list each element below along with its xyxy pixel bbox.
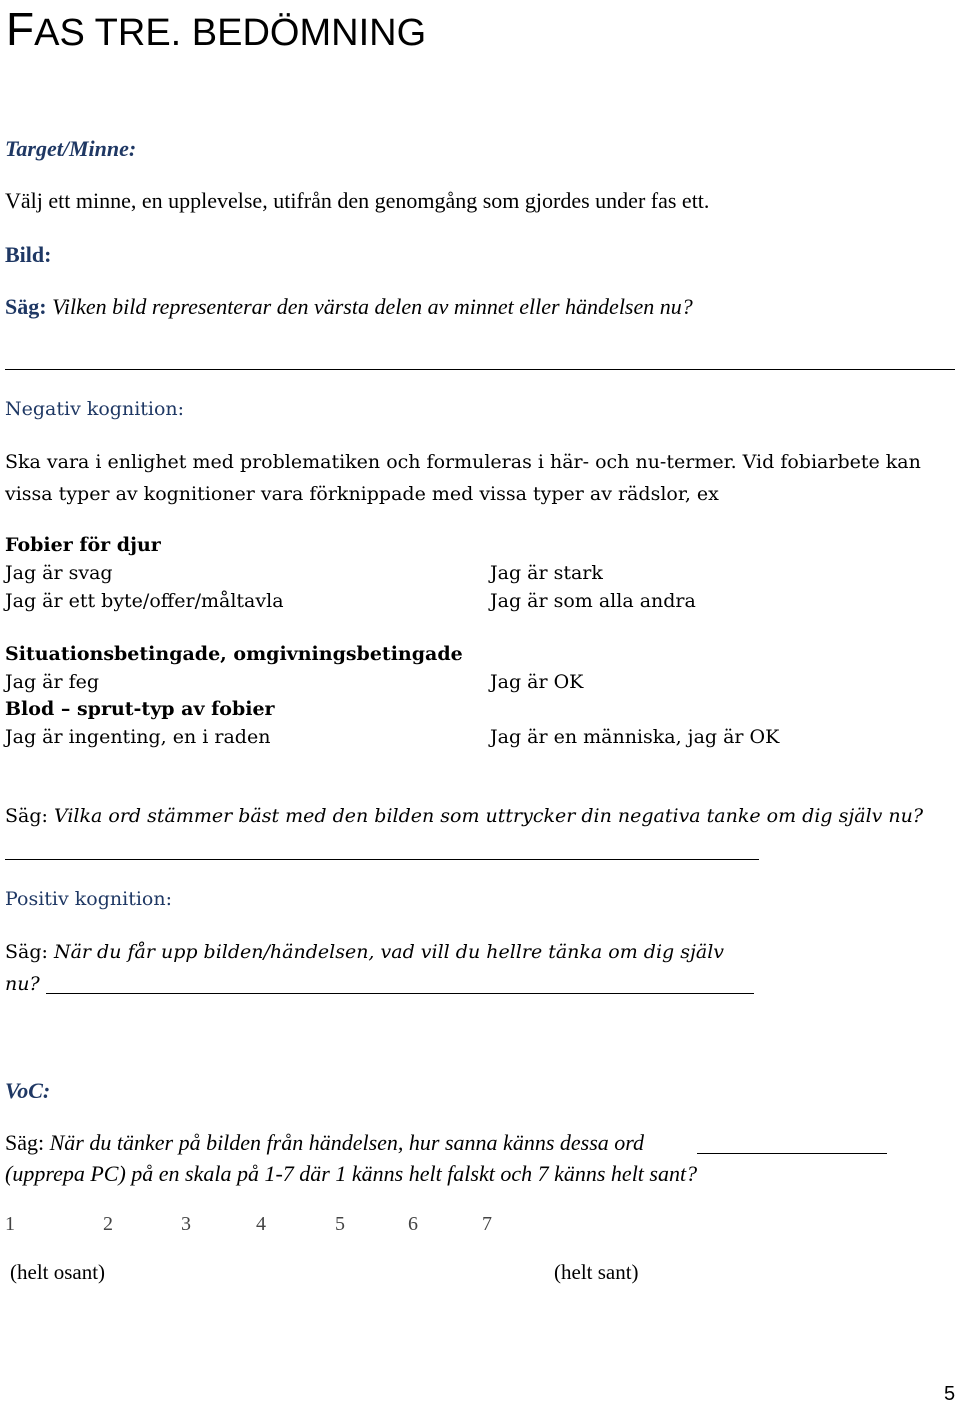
voc-heading: VoC:: [5, 1078, 51, 1103]
scale-high-label: (helt sant): [554, 1260, 639, 1284]
answer-line-positive[interactable]: [46, 993, 754, 994]
fobier-heading: Fobier för djur: [5, 534, 161, 556]
voc-question-line1: [5, 1130, 644, 1156]
example-left-4: Jag är ingenting, en i raden: [5, 726, 271, 748]
positive-question-line2: nu?: [5, 973, 40, 995]
answer-line-negative[interactable]: [5, 859, 759, 860]
scale-number-6[interactable]: 6: [408, 1213, 418, 1235]
scale-number-4[interactable]: 4: [256, 1213, 266, 1235]
bild-question-text: Vilken bild representerar den värsta delen av minnet eller händelsen nu?: [46, 294, 693, 319]
bild-question: [5, 294, 693, 320]
example-right-4: Jag är en människa, jag är OK: [490, 726, 780, 748]
situation-heading: Situationsbetingade, omgivningsbetingade: [5, 643, 463, 665]
negative-question: [5, 805, 923, 827]
scale-number-2[interactable]: 2: [103, 1213, 113, 1235]
target-text: Välj ett minne, en upplevelse, utifrån den genomgång som gjordes under fas ett.: [5, 188, 710, 213]
scale-number-7[interactable]: 7: [482, 1213, 492, 1235]
example-left-2: Jag är ett byte/offer/måltavla: [5, 590, 284, 612]
example-right-3: Jag är OK: [490, 671, 584, 693]
answer-line-voc[interactable]: [697, 1153, 887, 1154]
positive-question-line1: [5, 941, 724, 963]
scale-number-5[interactable]: 5: [335, 1213, 345, 1235]
target-heading: Target/Minne:: [5, 136, 137, 161]
page-title: FAS TRE. BEDÖMNING: [6, 3, 427, 55]
bild-heading: Bild:: [5, 242, 52, 267]
negative-question-text: Vilka ord stämmer bäst med den bilden som uttrycker din negativa tanke om dig själv nu?: [47, 805, 924, 827]
positiv-heading: Positiv kognition:: [5, 888, 172, 910]
blod-heading: Blod – sprut-typ av fobier: [5, 698, 275, 720]
say-label: Säg:: [5, 294, 47, 319]
voc-question-line2: (upprepa PC) på en skala på 1-7 där 1 känns helt falskt och 7 känns helt sant?: [5, 1161, 698, 1186]
negativ-heading: Negativ kognition:: [5, 398, 185, 420]
answer-line-bild[interactable]: [5, 369, 955, 370]
scale-number-1[interactable]: 1: [5, 1213, 15, 1235]
negativ-text-line2: vissa typer av kognitioner vara förknippade med vissa typer av rädslor, ex: [5, 483, 719, 505]
negativ-text-line1: Ska vara i enlighet med problematiken och formuleras i här- och nu-termer. Vid fobiarbete kan: [5, 451, 921, 473]
positive-question-text: När du får upp bilden/händelsen, vad vill du hellre tänka om dig själv: [47, 941, 725, 963]
say-label: Säg:: [5, 941, 48, 963]
example-right-2: Jag är som alla andra: [490, 590, 696, 612]
example-left-3: Jag är feg: [5, 671, 100, 693]
say-label: Säg:: [5, 1130, 45, 1155]
scale-number-3[interactable]: 3: [181, 1213, 191, 1235]
example-right-1: Jag är stark: [490, 562, 603, 584]
page-number: 5: [944, 1383, 956, 1405]
say-label: Säg:: [5, 805, 48, 827]
voc-question-text: När du tänker på bilden från händelsen, hur sanna känns dessa ord: [44, 1130, 645, 1155]
scale-low-label: (helt osant): [10, 1260, 106, 1284]
example-left-1: Jag är svag: [5, 562, 113, 584]
